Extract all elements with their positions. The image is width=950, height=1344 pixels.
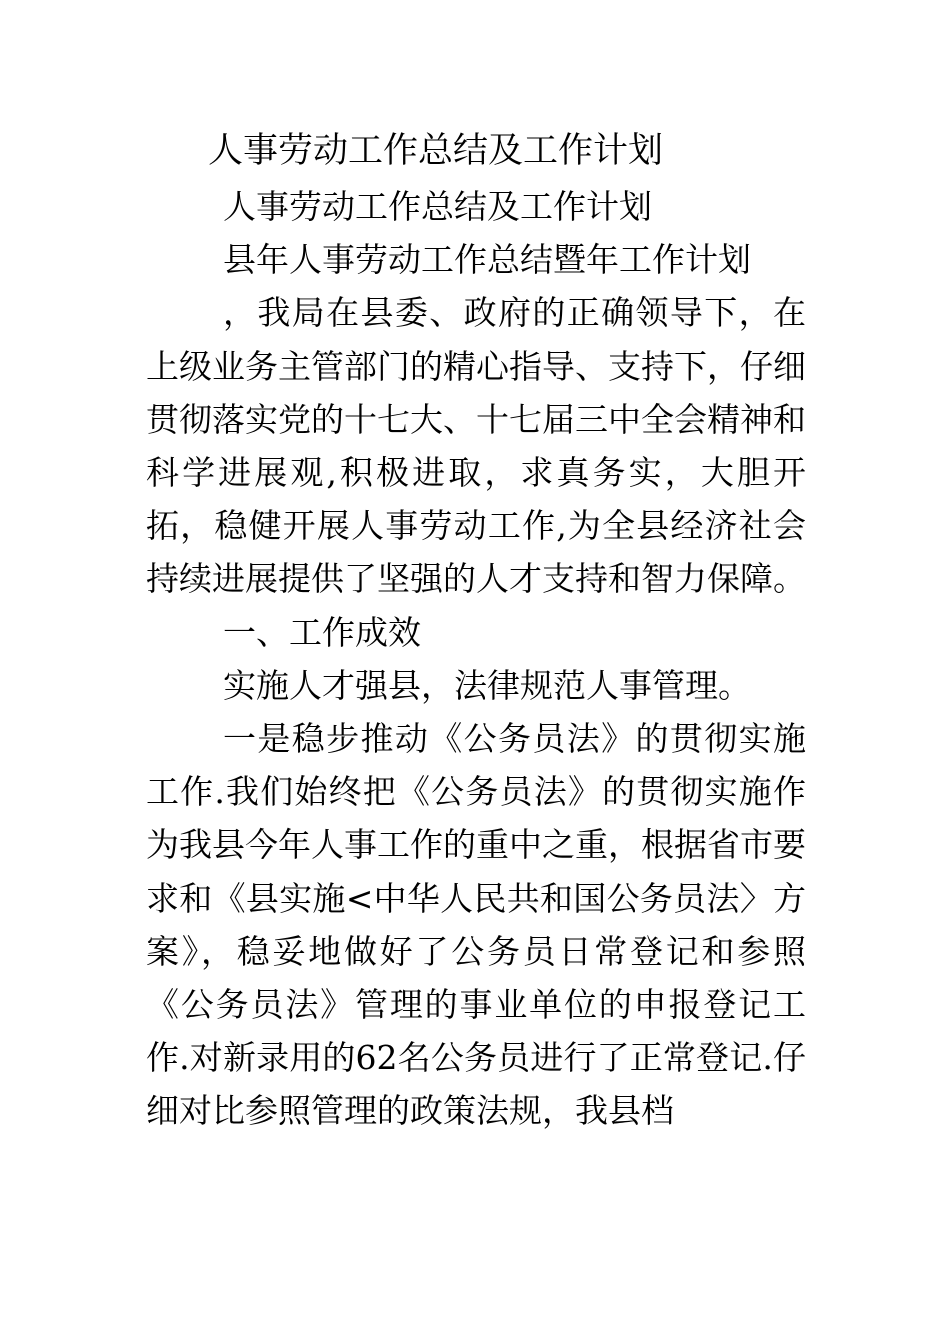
document-title: 人事劳动工作总结及工作计划 xyxy=(208,131,664,171)
paragraph-civil-servant-law: 一是稳步推动《公务员法》的贯彻实施工作.我们始终把《公务员法》的贯彻实施作为我县今年人事工作的重中之重，根据省市要求和《县实施<中华人民共和国公务员法〉方案》，稳妥地做好了公务员日常登记和参照《公务员法》管理的事业单位的申报登记工作.对新录用的62名公务员进行了正常登记.仔细对比参照管理的政策法规，我县档 xyxy=(146,719,806,1131)
paragraph-talent-strategy: 实施人才强县，法律规范人事管理。 xyxy=(223,665,751,705)
paragraph-heading: 县年人事劳动工作总结暨年工作计划 xyxy=(223,240,751,280)
paragraph-intro: ，我局在县委、政府的正确领导下，在上级业务主管部门的精心指导、支持下，仔细贯彻落实党的十七大、十七届三中全会精神和科学进展观,积极进取，求真务实，大胆开拓，稳健开展人事劳动工作,为全县经济社会持续进展提供了坚强的人才支持和智力保障。 xyxy=(146,293,806,599)
document-body xyxy=(146,180,806,1138)
paragraph-subtitle: 人事劳动工作总结及工作计划 xyxy=(223,187,652,226)
section-heading-achievements: 一、工作成效 xyxy=(223,612,421,652)
